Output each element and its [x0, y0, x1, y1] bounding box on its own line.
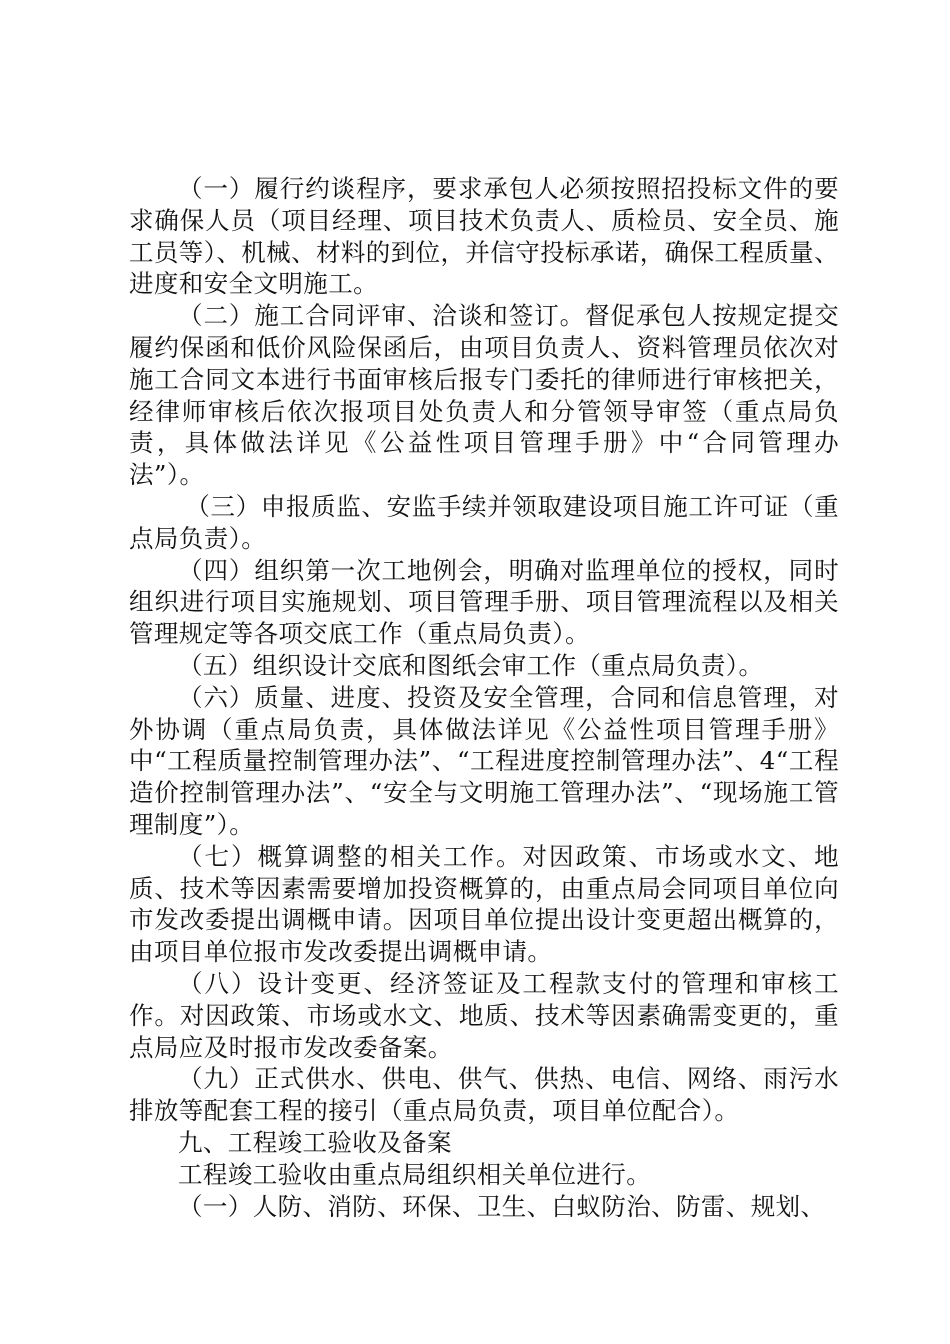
paragraph-1: （一）履行约谈程序，要求承包人必须按照招投标文件的要求确保人员（项目经理、项目技术负责人、质检员、安全员、施工员等）、机械、材料的到位，并信守投标承诺，确保工程质量、进度和安全文明施工。: [129, 174, 839, 299]
paragraph-11: 工程竣工验收由重点局组织相关单位进行。: [178, 1159, 652, 1189]
paragraph-7: （七）概算调整的相关工作。对因政策、市场或水文、地质、技术等因素需要增加投资概算的，由重点局会同项目单位向市发改委提出调概申请。因项目单位提出设计变更超出概算的，由项目单位报市发改委提出调概申请。: [129, 841, 839, 967]
paragraph-12: （一）人防、消防、环保、卫生、白蚁防治、防雷、规划、: [178, 1191, 826, 1221]
section-heading: 九、工程竣工验收及备案: [178, 1127, 452, 1157]
paragraph-3: （三）申报质监、安监手续并领取建设项目施工许可证（重点局负责）。: [129, 491, 839, 553]
paragraph-5: （五）组织设计交底和图纸会审工作（重点局负责）。: [178, 650, 764, 680]
paragraph-9: （九）正式供水、供电、供气、供热、电信、网络、雨污水排放等配套工程的接引（重点局负责，项目单位配合）。: [129, 1064, 839, 1126]
paragraph-8: （八）设计变更、经济签证及工程款支付的管理和审核工作。对因政策、市场或水文、地质、技术等因素确需变更的，重点局应及时报市发改委备案。: [129, 968, 839, 1062]
document-body: [129, 173, 839, 1222]
paragraph-4: （四）组织第一次工地例会，明确对监理单位的授权，同时组织进行项目实施规划、项目管理手册、项目管理流程以及相关管理规定等各项交底工作（重点局负责）。: [129, 555, 839, 649]
paragraph-2: （二）施工合同评审、洽谈和签订。督促承包人按规定提交履约保函和低价风险保函后，由项目负责人、资料管理员依次对施工合同文本进行书面审核后报专门委托的律师进行审核把关，经律师审核后依次报项目处负责人和分管领导审签（重点局负责，具体做法详见《公益性项目管理手册》中“合同管理办法”）。: [129, 301, 839, 490]
paragraph-6: （六）质量、进度、投资及安全管理，合同和信息管理，对外协调（重点局负责，具体做法详见《公益性项目管理手册》中“工程质量控制管理办法”、“工程进度控制管理办法”、4“工程造价控制管理办法”、“安全与文明施工管理办法”、“现场施工管理制度”）。: [129, 682, 839, 839]
